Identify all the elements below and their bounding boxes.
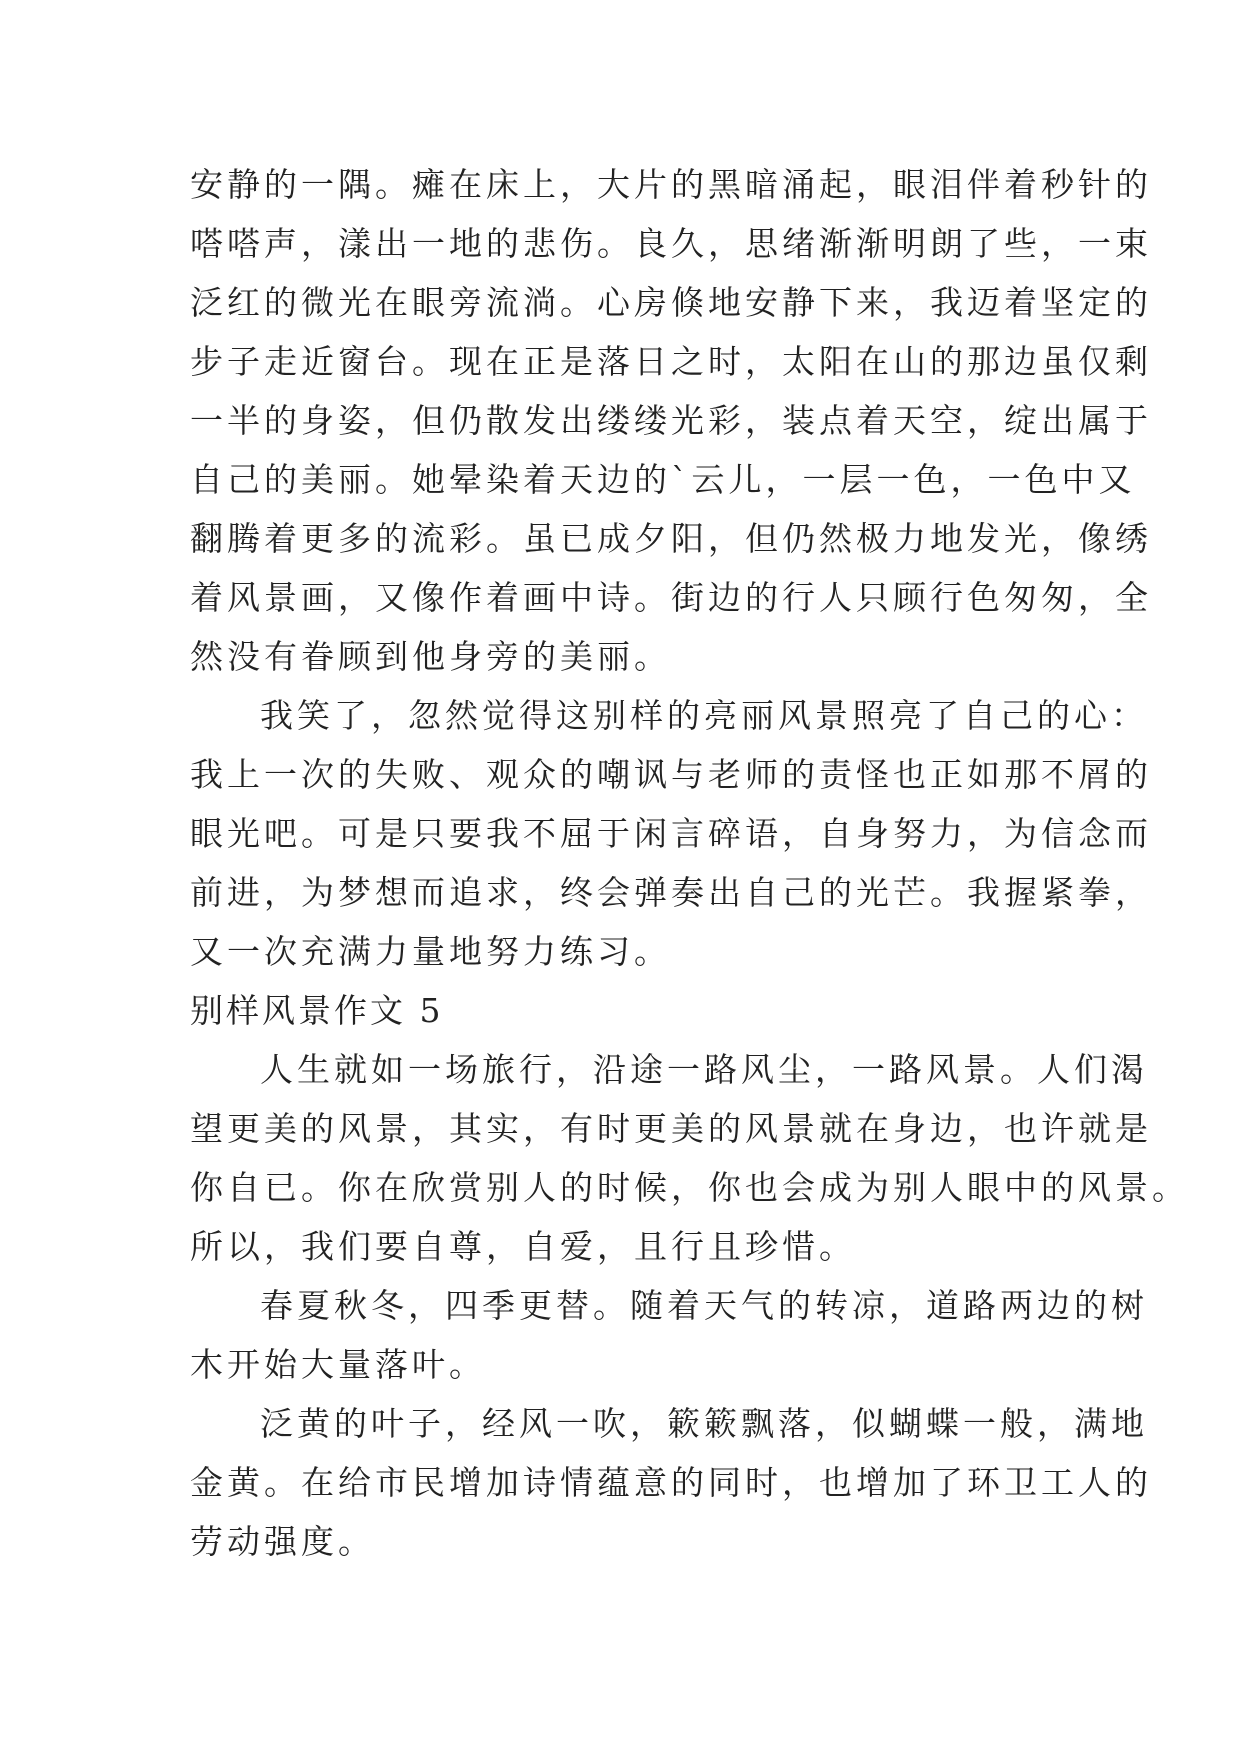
paragraph-line: 我笑了，忽然觉得这别样的亮丽风景照亮了自己的心： xyxy=(260,696,1148,735)
paragraph-3 xyxy=(190,1040,1189,1276)
paragraph-line: 一半的身姿，但仍散发出缕缕光彩，装点着天空，绽出属于 xyxy=(190,401,1152,440)
paragraph-line: 春夏秋冬，四季更替。随着天气的转凉，道路两边的树 xyxy=(260,1286,1148,1325)
paragraph-line: 着风景画，又像作着画中诗。街边的行人只顾行色匆匆，全 xyxy=(190,578,1152,617)
paragraph-5 xyxy=(190,1394,1152,1571)
paragraph-line: 你自已。你在欣赏别人的时候，你也会成为别人眼中的风景。 xyxy=(190,1168,1189,1207)
section-heading: 别样风景作文 5 xyxy=(190,991,444,1030)
paragraph-line: 嗒嗒声，漾出一地的悲伤。良久，思绪渐渐明朗了些，一束 xyxy=(190,224,1152,263)
paragraph-line: 步子走近窗台。现在正是落日之时，太阳在山的那边虽仅剩 xyxy=(190,342,1152,381)
paragraph-line: 泛黄的叶子，经风一吹，簌簌飘落，似蝴蝶一般，满地 xyxy=(260,1404,1148,1443)
paragraph-line: 安静的一隅。瘫在床上，大片的黑暗涌起，眼泪伴着秒针的 xyxy=(190,165,1152,204)
paragraph-line: 翻腾着更多的流彩。虽已成夕阳，但仍然极力地发光，像绣 xyxy=(190,519,1152,558)
paragraph-line: 眼光吧。可是只要我不屈于闲言碎语，自身努力，为信念而 xyxy=(190,814,1152,853)
paragraph-2 xyxy=(190,686,1152,981)
paragraph-line: 劳动强度。 xyxy=(190,1522,375,1561)
paragraph-line: 金黄。在给市民增加诗情蕴意的同时，也增加了环卫工人的 xyxy=(190,1463,1152,1502)
paragraph-line: 人生就如一场旅行，沿途一路风尘，一路风景。人们渴 xyxy=(260,1050,1148,1089)
paragraph-4 xyxy=(190,1276,1148,1394)
paragraph-line: 所以，我们要自尊，自爱，且行且珍惜。 xyxy=(190,1227,856,1266)
paragraph-line: 然没有眷顾到他身旁的美丽。 xyxy=(190,637,671,676)
paragraph-1 xyxy=(190,155,1152,686)
paragraph-line: 前进，为梦想而追求，终会弹奏出自己的光芒。我握紧拳， xyxy=(190,873,1152,912)
paragraph-line: 泛红的微光在眼旁流淌。心房倏地安静下来，我迈着坚定的 xyxy=(190,283,1152,322)
paragraph-line: 木开始大量落叶。 xyxy=(190,1345,486,1384)
document-page xyxy=(190,155,1189,1571)
paragraph-line: 自己的美丽。她晕染着天边的`云儿，一层一色，一色中又 xyxy=(190,460,1136,499)
paragraph-line: 又一次充满力量地努力练习。 xyxy=(190,932,671,971)
paragraph-line: 望更美的风景，其实，有时更美的风景就在身边，也许就是 xyxy=(190,1109,1152,1148)
paragraph-line: 我上一次的失败、观众的嘲讽与老师的责怪也正如那不屑的 xyxy=(190,755,1152,794)
